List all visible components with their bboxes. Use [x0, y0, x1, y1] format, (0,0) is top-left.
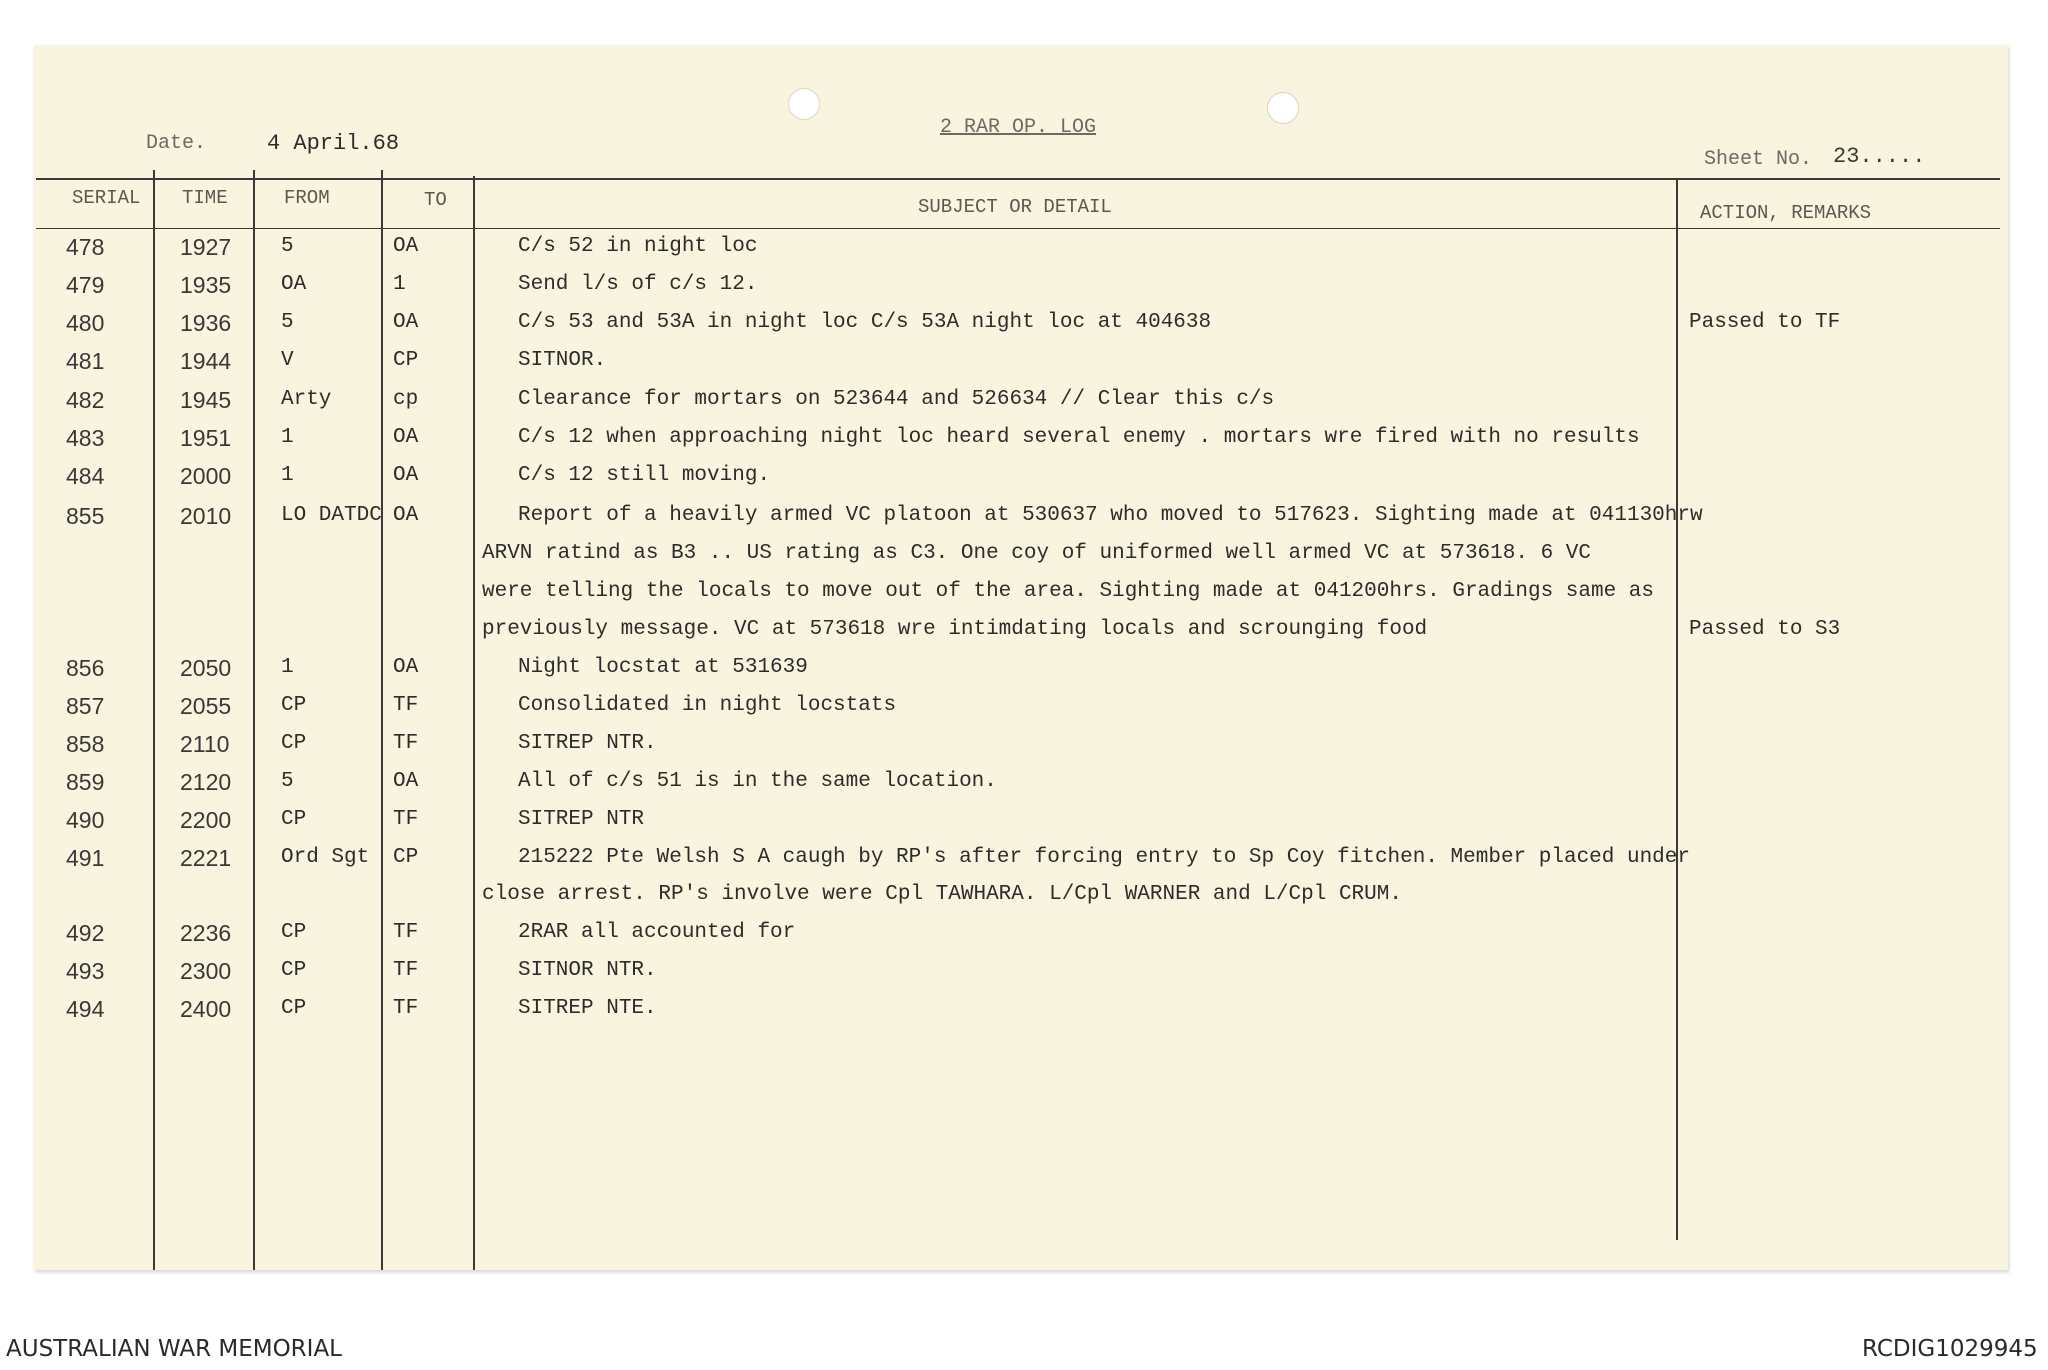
footer-reference: RCDIG1029945: [1862, 1336, 2038, 1362]
log-row-detail: previously message. VC at 573618 wre intimdating locals and scrounging food: [482, 618, 1428, 641]
log-row-serial: 492: [66, 920, 105, 946]
log-row-serial: 479: [66, 272, 105, 298]
log-row-time: 2200: [180, 807, 232, 833]
log-row-from: 1: [281, 426, 294, 449]
log-row-time: 2055: [180, 693, 232, 719]
log-row-from: 1: [281, 464, 294, 487]
log-row-from: 5: [281, 235, 294, 258]
log-row-time: 1945: [180, 387, 232, 413]
log-row-remark: Passed to TF: [1689, 311, 1841, 334]
log-row-detail: Night locstat at 531639: [518, 656, 808, 679]
log-row-to: OA: [393, 426, 419, 449]
log-row-time: 1944: [180, 348, 232, 374]
column-header-from: FROM: [284, 187, 330, 209]
footer-source: AUSTRALIAN WAR MEMORIAL: [6, 1336, 342, 1362]
log-row-time: 1951: [180, 425, 232, 451]
log-row-to: OA: [393, 464, 419, 487]
log-row-detail: Clearance for mortars on 523644 and 526634 // Clear this c/s: [518, 388, 1275, 411]
log-row-detail: SITNOR NTR.: [518, 959, 657, 982]
log-row-detail: All of c/s 51 is in the same location.: [518, 770, 997, 793]
log-row-to: OA: [393, 504, 419, 527]
log-row-serial: 494: [66, 996, 105, 1022]
log-row-detail: were telling the locals to move out of the area. Sighting made at 041200hrs. Gradings same as: [482, 580, 1654, 603]
punch-hole-left: [788, 88, 820, 120]
log-row-from: OA: [281, 273, 307, 296]
log-row-to: CP: [393, 846, 419, 869]
log-row-to: TF: [393, 694, 419, 717]
log-row-serial: 483: [66, 425, 105, 451]
log-row-detail: Report of a heavily armed VC platoon at 530637 who moved to 517623. Sighting made at 041130hrw: [518, 504, 1703, 527]
column-header-serial: SERIAL: [72, 187, 141, 209]
log-row-serial: 481: [66, 348, 105, 374]
date-value: 4 April.68: [267, 131, 400, 156]
log-row-time: 2221: [180, 845, 232, 871]
log-row-serial: 857: [66, 693, 105, 719]
column-divider-serial-time: [153, 170, 155, 1270]
log-row-time: 2050: [180, 655, 232, 681]
log-row-serial: 856: [66, 655, 105, 681]
log-row-serial: 858: [66, 731, 105, 757]
log-row-to: TF: [393, 732, 419, 755]
log-row-to: OA: [393, 770, 419, 793]
log-row-serial: 478: [66, 234, 105, 260]
log-row-detail: SITNOR.: [518, 349, 607, 372]
log-row-detail: SITREP NTR: [518, 808, 645, 831]
log-row-from: 1: [281, 656, 294, 679]
log-title: 2 RAR OP. LOG: [940, 116, 1097, 139]
log-row-from: 5: [281, 311, 294, 334]
log-row-serial: 859: [66, 769, 105, 795]
log-row-time: 2010: [180, 503, 232, 529]
log-row-serial: 491: [66, 845, 105, 871]
log-row-time: 1935: [180, 272, 232, 298]
log-row-detail: close arrest. RP's involve were Cpl TAWHARA. L/Cpl WARNER and L/Cpl CRUM.: [482, 883, 1402, 906]
log-row-time: 1936: [180, 310, 232, 336]
log-row-time: 2236: [180, 920, 232, 946]
log-row-to: TF: [393, 808, 419, 831]
log-row-to: CP: [393, 349, 419, 372]
header-top-rule: [36, 178, 2000, 180]
column-header-subject: SUBJECT OR DETAIL: [918, 196, 1112, 218]
log-row-to: cp: [393, 388, 419, 411]
punch-hole-right: [1267, 92, 1299, 124]
log-row-detail: C/s 12 when approaching night loc heard several enemy . mortars wre fired with no results: [518, 426, 1640, 449]
log-row-from: CP: [281, 959, 307, 982]
log-row-serial: 480: [66, 310, 105, 336]
column-divider-to-subject: [473, 176, 475, 1270]
column-divider-subject-action: [1676, 180, 1678, 1240]
header-bottom-rule: [36, 228, 2000, 229]
log-row-time: 2110: [180, 731, 230, 757]
log-row-to: 1: [393, 273, 406, 296]
log-row-from: CP: [281, 921, 307, 944]
log-row-from: CP: [281, 808, 307, 831]
log-row-to: TF: [393, 997, 419, 1020]
log-row-from: 5: [281, 770, 294, 793]
log-row-from: CP: [281, 732, 307, 755]
log-row-from: LO DATDC: [281, 504, 382, 527]
column-divider-from-to: [381, 170, 383, 1270]
log-row-serial: 482: [66, 387, 105, 413]
log-row-detail: Consolidated in night locstats: [518, 694, 897, 717]
log-row-detail: C/s 53 and 53A in night loc C/s 53A night loc at 404638: [518, 311, 1212, 334]
date-label: Date.: [146, 132, 207, 155]
log-row-serial: 493: [66, 958, 105, 984]
log-row-from: Arty: [281, 388, 332, 411]
sheet-number-label: Sheet No.: [1704, 148, 1813, 171]
log-row-to: OA: [393, 311, 419, 334]
log-row-detail: 215222 Pte Welsh S A caugh by RP's after forcing entry to Sp Coy fitchen. Member placed under: [518, 846, 1690, 869]
log-row-to: TF: [393, 959, 419, 982]
log-row-to: OA: [393, 235, 419, 258]
log-row-time: 1927: [180, 234, 232, 260]
log-row-serial: 855: [66, 503, 105, 529]
log-row-from: CP: [281, 694, 307, 717]
log-row-detail: 2RAR all accounted for: [518, 921, 796, 944]
log-row-from: CP: [281, 997, 307, 1020]
log-row-detail: Send l/s of c/s 12.: [518, 273, 758, 296]
column-header-to: TO: [424, 189, 447, 211]
log-row-remark: Passed to S3: [1689, 618, 1841, 641]
log-row-time: 2400: [180, 996, 232, 1022]
log-row-detail: C/s 12 still moving.: [518, 464, 771, 487]
sheet-number-value: 23.....: [1833, 144, 1926, 169]
log-row-detail: C/s 52 in night loc: [518, 235, 758, 258]
column-header-action: ACTION, REMARKS: [1700, 202, 1872, 224]
log-row-time: 2120: [180, 769, 232, 795]
column-divider-time-from: [253, 170, 255, 1270]
log-row-from: Ord Sgt: [281, 846, 370, 869]
log-row-time: 2000: [180, 463, 232, 489]
log-row-detail: ARVN ratind as B3 .. US rating as C3. One coy of uniformed well armed VC at 573618. 6 VC: [482, 542, 1591, 565]
log-row-from: V: [281, 349, 294, 372]
log-row-to: TF: [393, 921, 419, 944]
log-row-time: 2300: [180, 958, 232, 984]
column-header-time: TIME: [182, 187, 228, 209]
log-row-serial: 484: [66, 463, 105, 489]
log-row-serial: 490: [66, 807, 105, 833]
log-row-detail: SITREP NTE.: [518, 997, 657, 1020]
log-row-to: OA: [393, 656, 419, 679]
log-row-detail: SITREP NTR.: [518, 732, 657, 755]
